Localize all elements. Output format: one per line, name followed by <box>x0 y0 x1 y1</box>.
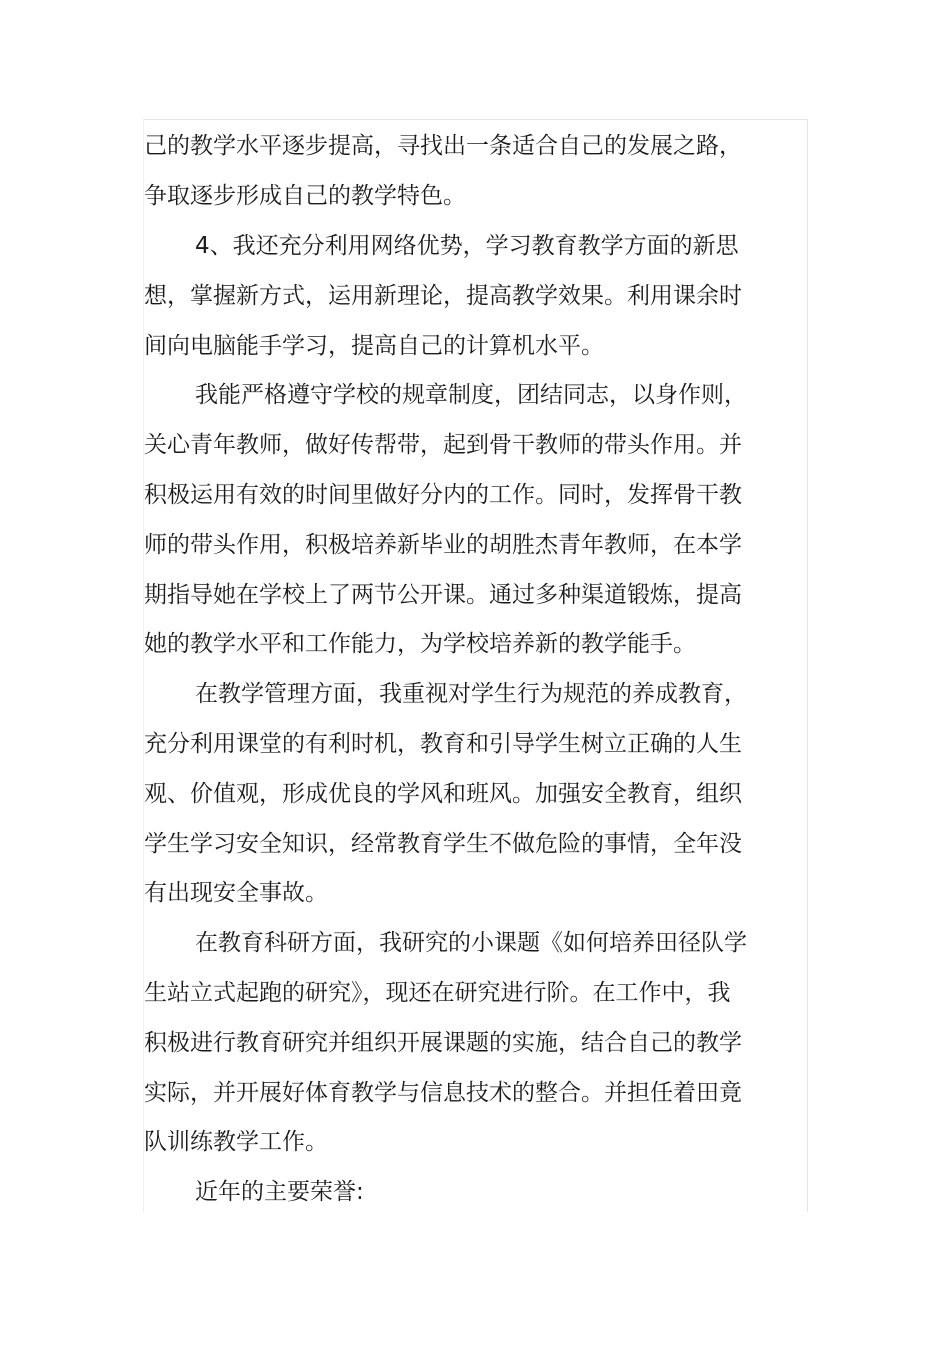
text-line: 想，掌握新方式，运用新理论，提高教学效果。利用课余时 <box>144 283 742 309</box>
text-line: 4、我还充分利用网络优势，学习教育教学方面的新思 <box>195 233 739 259</box>
text-line: 间向电脑能手学习，提高自己的计算机水平。 <box>144 333 604 359</box>
text-line: 关心青年教师，做好传帮带，起到骨干教师的带头作用。并 <box>144 432 742 458</box>
text-line: 队训练教学工作。 <box>144 1129 328 1155</box>
text-line: 她的教学水平和工作能力，为学校培养新的教学能手。 <box>144 631 696 657</box>
text-line: 生站立式起跑的研究》，现还在研究进行阶。在工作中，我 <box>144 980 731 1006</box>
text-line: 学生学习安全知识，经常教育学生不做危险的事情，全年没 <box>144 831 742 857</box>
text-line: 积极进行教育研究并组织开展课题的实施，结合自己的教学 <box>144 1030 742 1056</box>
text-line: 师的带头作用，积极培养新毕业的胡胜杰青年教师，在本学 <box>144 532 742 558</box>
text-line: 有出现安全事故。 <box>144 880 328 906</box>
text-line: 在教育科研方面，我研究的小课题《如何培养田径队学 <box>195 930 747 956</box>
text-line: 观、价值观，形成优良的学风和班风。加强安全教育，组织 <box>144 781 742 807</box>
text-line: 积极运用有效的时间里做好分内的工作。同时，发挥骨干教 <box>144 482 742 508</box>
text-line: 期指导她在学校上了两节公开课。通过多种渠道锻炼，提高 <box>144 582 742 608</box>
text-line: 近年的主要荣誉: <box>195 1179 364 1205</box>
text-line: 实际，并开展好体育教学与信息技术的整合。并担任着田竟 <box>144 1080 742 1106</box>
text-line: 争取逐步形成自己的教学特色。 <box>144 183 466 209</box>
text-line: 己的教学水平逐步提高，寻找出一条适合自己的发展之路， <box>144 133 742 159</box>
text-line: 在教学管理方面，我重视对学生行为规范的养成教育， <box>195 681 747 707</box>
text-line: 我能严格遵守学校的规章制度，团结同志，以身作则， <box>195 382 747 408</box>
text-line: 充分利用课堂的有利时机，教育和引导学生树立正确的人生 <box>144 731 742 757</box>
